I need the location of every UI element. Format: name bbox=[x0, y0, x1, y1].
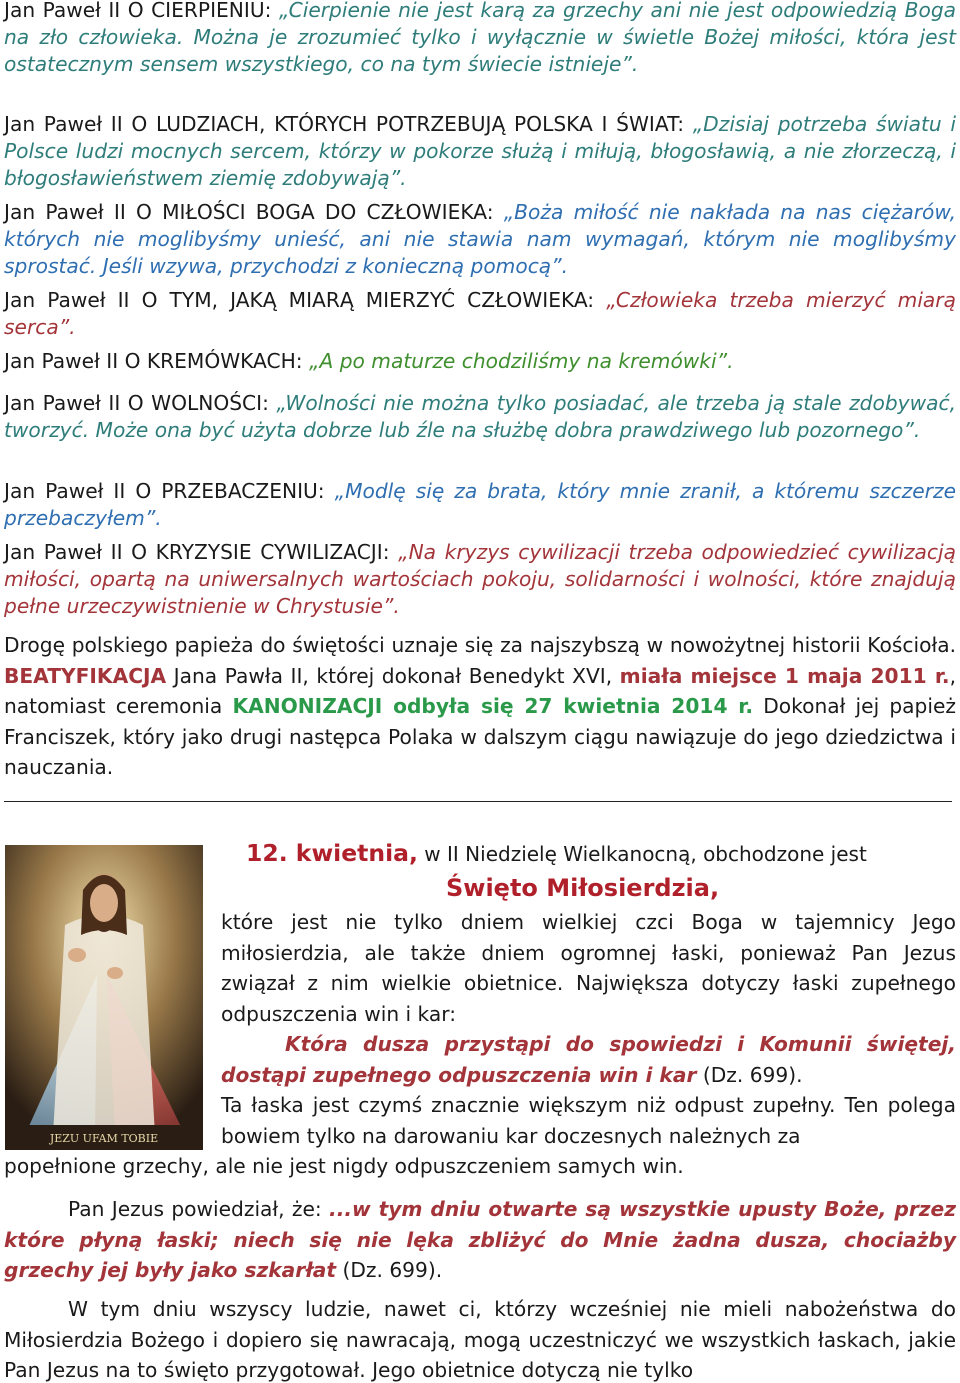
quote-civilization: Jan Paweł II O KRYZYSIE CYWILIZACJI: „Na kryzys cywilizacji trzeba odpowiedzieć cywilizacją miłości, opartą na uniwersalnych wartościach pokoju, solidarności i wolności, które znajdują pełne urzeczywistnienie w Chrystusie”. bbox=[4, 540, 956, 618]
image-caption: JEZU UFAM TOBIE bbox=[49, 1132, 159, 1145]
quote-measure: Jan Paweł II O TYM, JAKĄ MIARĄ MIERZYĆ CZŁOWIEKA: „Człowieka trzeba mierzyć miarą serca”. bbox=[4, 288, 956, 339]
quote-suffering: Jan Paweł II O CIERPIENIU: „Cierpienie nie jest karą za grzechy ani nie jest odpowiedzią Boga na zło człowieka. Można je zrozumieć tylko i wyłącznie w świetle Bożej miłości, która jest ostatecznym sensem wszystkiego, co na tym świecie istnieje”. bbox=[4, 0, 956, 76]
feast-date-heading: 12. kwietnia, w II Niedzielę Wielkanocną, obchodzone jest bbox=[246, 839, 867, 867]
divine-mercy-image bbox=[5, 845, 203, 1150]
feast-paragraph-1: które jest nie tylko dniem wielkiej czci Boga w tajemnicy Jego miłosierdzia, ale także dniem ogromnej łaski, ponieważ Pan Jezus związał z nim wielkie obietnice. Największa dotyczy łaski zupełnego odpuszczenia win i kar: bbox=[221, 910, 956, 1026]
quote-kremowki: Jan Paweł II O KREMÓWKACH: „A po maturze chodziliśmy na kremówki”. bbox=[4, 349, 734, 373]
quote-forgiveness: Jan Paweł II O PRZEBACZENIU: „Modlę się za brata, który mnie zranił, a któremu szczerze przebaczyłem”. bbox=[4, 479, 957, 530]
feast-paragraph-2: Ta łaska jest czymś znacznie większym niż odpust zupełny. Ten polega bowiem tylko na darowaniu kar doczesnych należnych za bbox=[221, 1093, 956, 1148]
quote-love: Jan Paweł II O MIŁOŚCI BOGA DO CZŁOWIEKA: „Boża miłość nie nakłada na nas ciężarów, których nie moglibyśmy unieść, ani nie stawia nam wymagań, którym nie moglibyśmy sprostać. Jeśli wzywa, przychodzi z konieczną pomocą”. bbox=[4, 200, 956, 278]
quote-people: Jan Paweł II O LUDZIACH, KTÓRYCH POTRZEBUJĄ POLSKA I ŚWIAT: „Dzisiaj potrzeba światu i Polsce ludzi mocnych sercem, którzy w pokorze służą i miłują, błogosławią, a nie złorzeczą, i błogosławieństwem ziemię zdobywają”. bbox=[4, 112, 956, 190]
feast-promise: Która dusza przystąpi do spowiedzi i Komunii świętej, dostąpi zupełnego odpuszczenia win i kar (Dz. 699). bbox=[221, 1032, 956, 1087]
feast-paragraph-3: Pan Jezus powiedział, że: ...w tym dniu otwarte są wszystkie upusty Boże, przez które płyną łaski; niech się nie lęka zbliżyć do Mnie żadna dusza, chociażby grzechy jej były jako szkarłat (Dz. 699). bbox=[4, 1197, 956, 1282]
canonization-paragraph: Drogę polskiego papieża do świętości uznaje się za najszybszą w nowożytnej historii Kościoła. BEATYFIKACJA Jana Pawła II, której dokonał Benedykt XVI, miała miejsce 1 maja 2011 r., natomiast ceremonia KANONIZACJI odbyła się 27 kwietnia 2014 r. Dokonał jej papież Franciszek, który jako drugi następca Polaka w dalszym ciągu nawiązuje do jego dziedzictwa i nauczania. bbox=[4, 633, 956, 779]
quote-freedom: Jan Paweł II O WOLNOŚCI: „Wolności nie można tylko posiadać, ale trzeba ją stale zdobywać, tworzyć. Może ona być użyta dobrze lub źle na służbę dobra prawdziwego lub pozornego”. bbox=[4, 391, 956, 442]
feast-paragraph-2-continued: popełnione grzechy, ale nie jest nigdy odpuszczeniem samych win. bbox=[4, 1154, 684, 1178]
section-divider bbox=[4, 801, 952, 802]
feast-name: Święto Miłosierdzia, bbox=[446, 874, 720, 902]
feast-paragraph-4: W tym dniu wszyscy ludzie, nawet ci, którzy wcześniej nie mieli nabożeństwa do Miłosierdzia Bożego i dopiero się nawracają, mogą uczestniczyć we wszystkich łaskach, jakie Pan Jezus na to święto przygotował. Jego obietnice dotyczą nie tylko bbox=[4, 1297, 956, 1382]
